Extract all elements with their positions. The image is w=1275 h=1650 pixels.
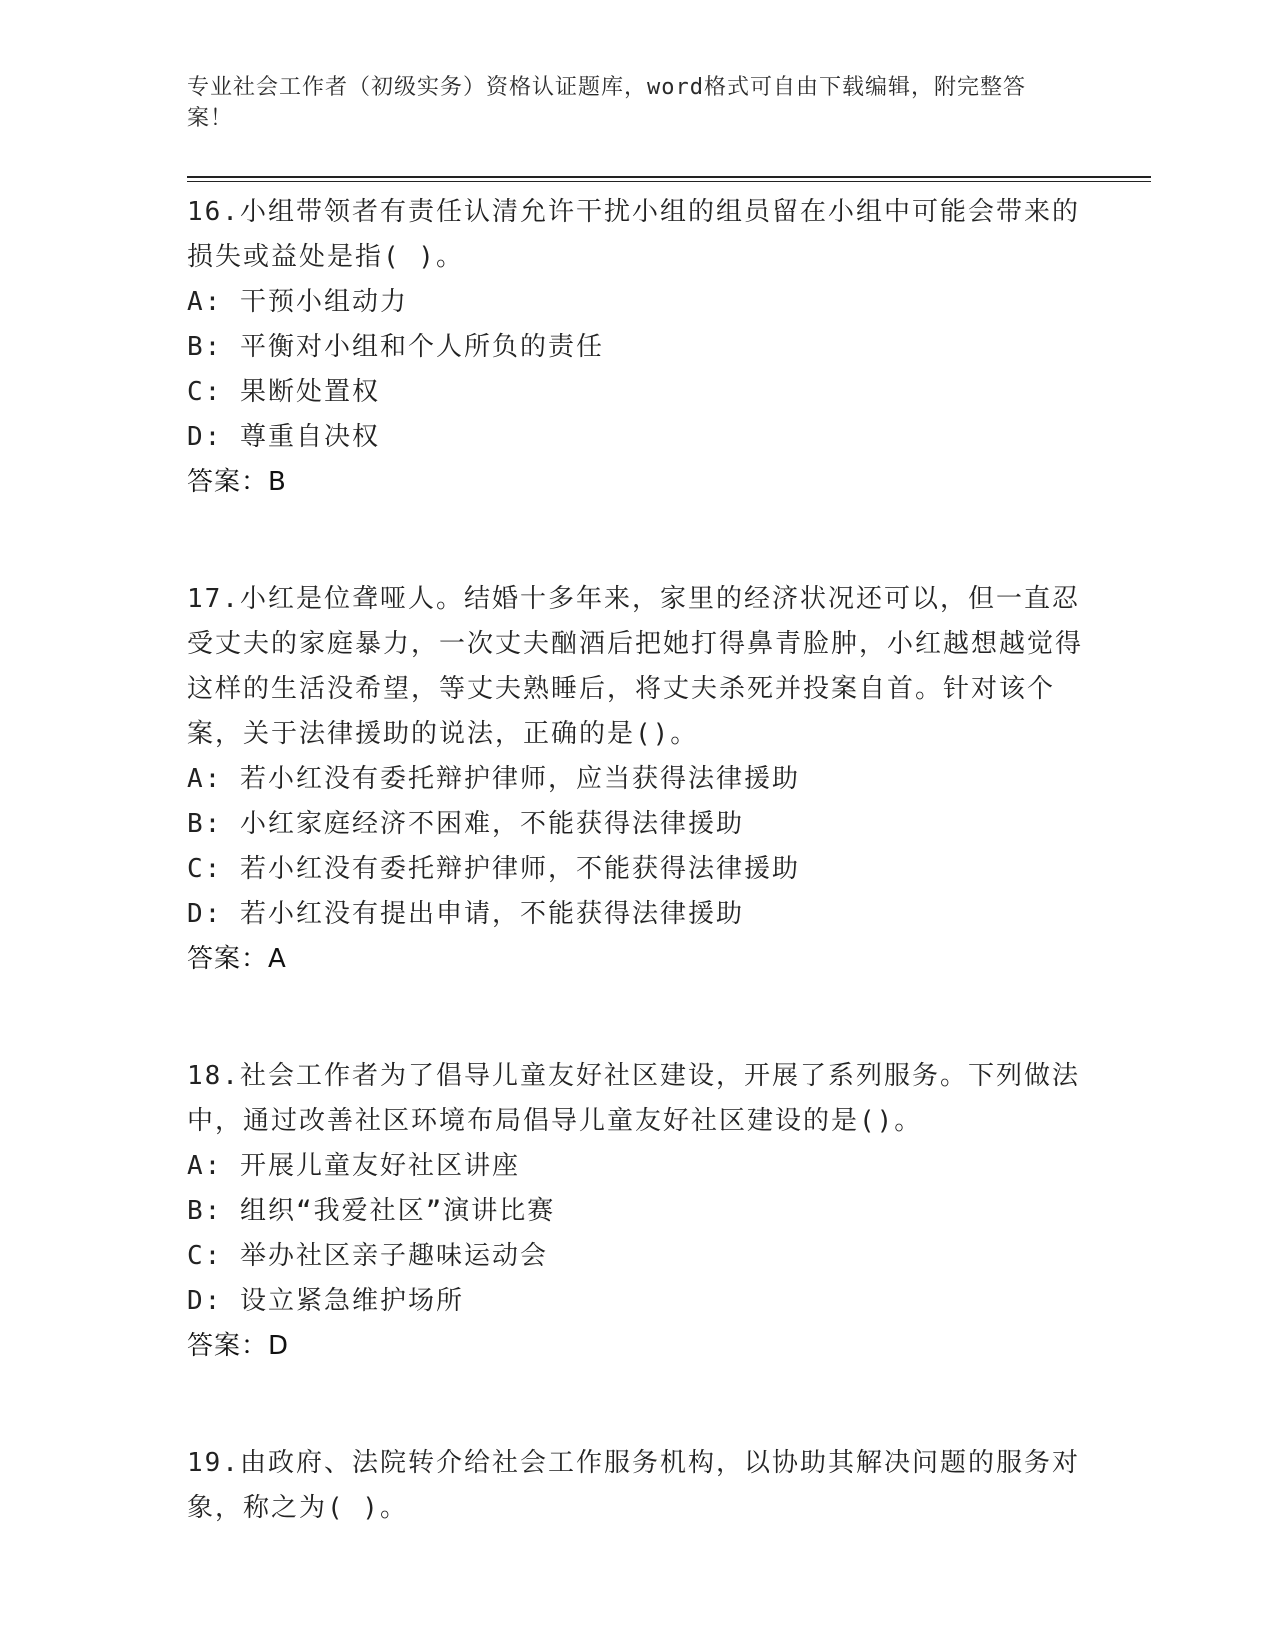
question-stem: 18.社会工作者为了倡导儿童友好社区建设，开展了系列服务。下列做法中，通过改善社区环境布局倡导儿童友好社区建设的是()。 bbox=[187, 1061, 1080, 1136]
question-stem: 16.小组带领者有责任认清允许干扰小组的组员留在小组中可能会带来的损失或益处是指( )。 bbox=[187, 197, 1080, 272]
option-a: A: 干预小组动力 bbox=[187, 287, 408, 317]
document-header: 专业社会工作者（初级实务）资格认证题库，word格式可自由下载编辑，附完整答案！ bbox=[187, 75, 1026, 131]
answer-label: 答案：B bbox=[187, 467, 287, 497]
question-19 bbox=[187, 1441, 1087, 1531]
option-b: B: 小红家庭经济不困难，不能获得法律援助 bbox=[187, 809, 744, 839]
option-d: D: 尊重自决权 bbox=[187, 422, 380, 452]
question-16 bbox=[187, 190, 1087, 505]
header-rule-thin bbox=[187, 181, 1151, 182]
option-a: A: 开展儿童友好社区讲座 bbox=[187, 1151, 520, 1181]
option-a: A: 若小红没有委托辩护律师，应当获得法律援助 bbox=[187, 764, 800, 794]
answer-label: 答案：A bbox=[187, 944, 287, 974]
option-c: C: 果断处置权 bbox=[187, 377, 380, 407]
question-spacer bbox=[187, 1369, 1087, 1441]
option-b: B: 组织“我爱社区”演讲比赛 bbox=[187, 1196, 556, 1226]
option-b: B: 平衡对小组和个人所负的责任 bbox=[187, 332, 604, 362]
question-stem: 19.由政府、法院转介给社会工作服务机构，以协助其解决问题的服务对象，称之为( )。 bbox=[187, 1448, 1080, 1523]
question-stem: 17.小红是位聋哑人。结婚十多年来，家里的经济状况还可以，但一直忍受丈夫的家庭暴力，一次丈夫酗酒后把她打得鼻青脸肿，小红越想越觉得这样的生活没希望，等丈夫熟睡后，将丈夫杀死并投案自首。针对该个案，关于法律援助的说法，正确的是()。 bbox=[187, 584, 1084, 749]
option-d: D: 设立紧急维护场所 bbox=[187, 1286, 464, 1316]
question-spacer bbox=[187, 505, 1087, 577]
option-c: C: 若小红没有委托辩护律师，不能获得法律援助 bbox=[187, 854, 800, 884]
header-rule-thick bbox=[187, 176, 1151, 178]
answer-label: 答案：D bbox=[187, 1331, 290, 1361]
option-c: C: 举办社区亲子趣味运动会 bbox=[187, 1241, 548, 1271]
question-17 bbox=[187, 577, 1087, 982]
question-list bbox=[187, 190, 1087, 1531]
option-d: D: 若小红没有提出申请，不能获得法律援助 bbox=[187, 899, 744, 929]
question-18 bbox=[187, 1054, 1087, 1369]
question-spacer bbox=[187, 982, 1087, 1054]
